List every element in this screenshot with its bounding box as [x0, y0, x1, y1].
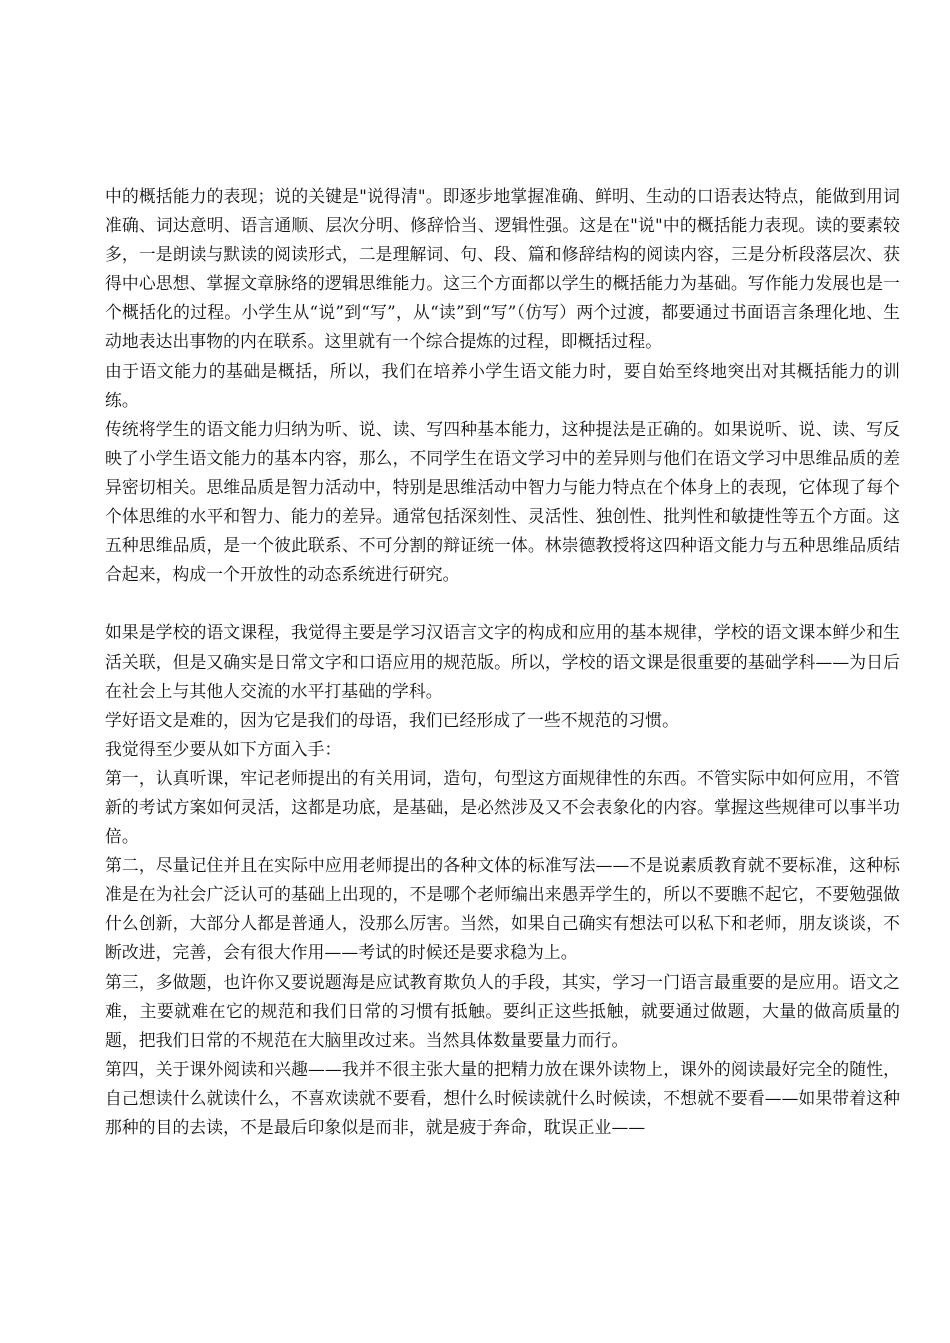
paragraph-point-three: 第三，多做题，也许你又要说题海是应试教育欺负人的手段，其实，学习一门语言最重要的是应用。语文之难，主要就难在它的规范和我们日常的习惯有抵触。要纠正这些抵触，就要通过做题，大量的做高质量的题，把我们日常的不规范在大脑里改过来。当然具体数量要量力而行。 [105, 971, 900, 1050]
paragraph-learning-difficulty: 学好语文是难的，因为它是我们的母语，我们已经形成了一些不规范的习惯。 [105, 709, 679, 730]
paragraph-school-chinese-course: 如果是学校的语文课程，我觉得主要是学习汉语言文字的构成和应用的基本规律，学校的语文课本鲜少和生活关联，但是又确实是日常文字和口语应用的规范版。所以，学校的语文课是很重要的基础学科——为日后在社会上与其他人交流的水平打基础的学科。 [105, 622, 900, 701]
paragraph-summary-abilities: 中的概括能力的表现；说的关键是"说得清"。即逐步地掌握准确、鲜明、生动的口语表达特点，能做到用词准确、词达意明、语言通顺、层次分明、修辞恰当、逻辑性强。这是在"说"中的概括能力表现。读的要素较多，一是朗读与默读的阅读形式，二是理解词、句、段、篇和修辞结构的阅读内容，三是分析段落层次、获得中心思想、掌握文章脉络的逻辑思维能力。这三个方面都以学生的概括能力为基础。写作能力发展也是一个概括化的过程。小学生从“说”到“写”，从“读”到“写”（仿写）两个过渡，都要通过书面语言条理化地、生动地表达出事物的内在联系。这里就有一个综合提炼的过程，即概括过程。 [105, 186, 900, 352]
paragraph-thinking-qualities: 传统将学生的语文能力归纳为听、说、读、写四种基本能力，这种提法是正确的。如果说听、说、读、写反映了小学生语文能力的基本内容，那么，不同学生在语文学习中的差异则与他们在语文学习中思维品质的差异密切相关。思维品质是智力活动中，特别是思维活动中智力与能力特点在个体身上的表现，它体现了每个个体思维的水平和智力、能力的差异。通常包括深刻性、灵活性、独创性、批判性和敏捷性等五个方面。这五种思维品质，是一个彼此联系、不可分割的辩证统一体。林崇德教授将这四种语文能力与五种思维品质结合起来，构成一个开放性的动态系统进行研究。 [105, 418, 900, 585]
paragraph-point-two: 第二，尽量记住并且在实际中应用老师提出的各种文体的标准写法——不是说素质教育就不要标准，这种标准是在为社会广泛认可的基础上出现的，不是哪个老师编出来愚弄学生的，所以不要瞧不起它，不要勉强做什么创新，大部分人都是普通人，没那么厉害。当然，如果自己确实有想法可以私下和老师，朋友谈谈，不断改进，完善，会有很大作用——考试的时候还是要求稳为上。 [105, 855, 900, 963]
paragraph-point-one: 第一，认真听课，牢记老师提出的有关用词，造句，句型这方面规律性的东西。不管实际中如何应用，不管新的考试方案如何灵活，这都是功底，是基础，是必然涉及又不会表象化的内容。掌握这些规律可以事半功倍。 [105, 767, 900, 847]
paragraph-generalization-training: 由于语文能力的基础是概括，所以，我们在培养小学生语文能力时，要自始至终地突出对其概括能力的训练。 [105, 360, 900, 410]
paragraph-approach-intro: 我觉得至少要从如下方面入手： [105, 738, 342, 759]
paragraph-point-four: 第四，关于课外阅读和兴趣——我并不很主张大量的把精力放在课外读物上，课外的阅读最好完全的随性，自己想读什么就读什么，不喜欢读就不要看，想什么时候读就什么时候读，不想就不要看——如果带着这种那种的目的去读，不是最后印象似是而非，就是疲于奔命，耽误正业—— [105, 1058, 900, 1137]
document-body [105, 182, 900, 1142]
paragraph-gap [105, 589, 900, 618]
